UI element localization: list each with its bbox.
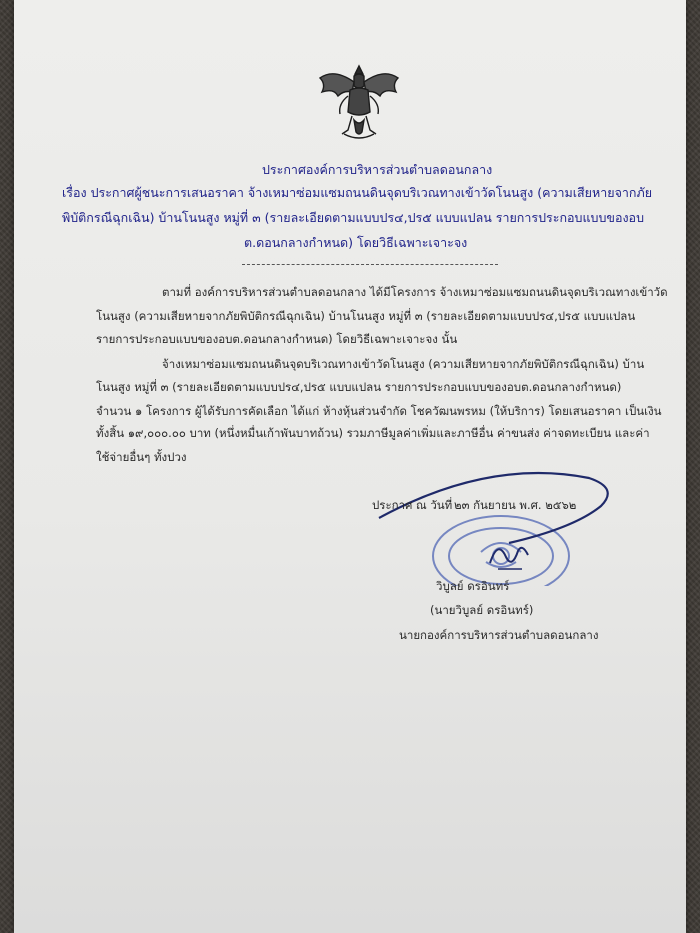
announcement-title: ประกาศองค์การบริหารส่วนตำบลดอนกลาง: [262, 162, 493, 177]
body-paragraph-2-line-1: จ้างเหมาซ่อมแซมถนนดินจุดบริเวณทางเข้าวัดโนนสูง (ความเสียหายจากภัยพิบัติกรณีฉุกเฉิน) บ้าน: [162, 357, 645, 371]
body-paragraph-2-line-5: ใช้จ่ายอื่นๆ ทั้งปวง: [96, 450, 187, 464]
body-paragraph-2-line-4: ทั้งสิ้น ๑๙,๐๐๐.๐๐ บาท (หนึ่งหมื่นเก้าพันบาทถ้วน) รวมภาษีมูลค่าเพิ่มและภาษีอื่น ค่าขนส่ง ค่าจดทะเบียน และค่า: [96, 426, 650, 440]
subject-line-2: พิบัติกรณีฉุกเฉิน) บ้านโนนสูง หมู่ที่ ๓ (รายละเอียดตามแบบปร๔,ปร๕ แบบแปลน รายการประกอบแบบของอบ: [62, 210, 645, 225]
body-paragraph-1-line-1: ตามที่ องค์การบริหารส่วนตำบลดอนกลาง ได้มีโครงการ จ้างเหมาซ่อมแซมถนนดินจุดบริเวณทางเข้าวัด: [162, 285, 668, 299]
document-page: [14, 0, 686, 933]
divider-line: [242, 264, 498, 265]
signer-name: วิบูลย์ ดรอินทร์: [436, 579, 510, 593]
signer-position: นายกองค์การบริหารส่วนตำบลดอนกลาง: [399, 628, 599, 642]
body-paragraph-2-line-3: จำนวน ๑ โครงการ ผู้ได้รับการคัดเลือก ได้แก่ ห้างหุ้นส่วนจำกัด โชควัฒนพรหม (ให้บริการ) โดยเสนอราคา เป็นเงิน: [96, 404, 662, 418]
announcement-date-value: ๒๓ กันยายน พ.ศ. ๒๕๖๒: [454, 498, 577, 512]
body-paragraph-1-line-2: โนนสูง (ความเสียหายจากภัยพิบัติกรณีฉุกเฉิน) บ้านโนนสูง หมู่ที่ ๓ (รายละเอียดตามแบบปร๔,ปร๕ แบบแปลน: [96, 309, 636, 323]
garuda-emblem-icon: [314, 60, 404, 148]
body-paragraph-1-line-3: รายการประกอบแบบของอบต.ดอนกลางกำหนด) โดยวิธีเฉพาะเจาะจง นั้น: [96, 332, 458, 346]
announcement-date-label: ประกาศ ณ วันที่: [372, 498, 453, 512]
subject-line-1: เรื่อง ประกาศผู้ชนะการเสนอราคา จ้างเหมาซ่อมแซมถนนดินจุดบริเวณทางเข้าวัดโนนสูง (ความเสียหายจากภัย: [62, 185, 653, 200]
signer-full-name: (นายวิบูลย์ ดรอินทร์): [430, 603, 534, 617]
body-paragraph-2-line-2: โนนสูง หมู่ที่ ๓ (รายละเอียดตามแบบปร๔,ปร๕ แบบแปลน รายการประกอบแบบของอบต.ดอนกลางกำหนด): [96, 380, 622, 394]
subject-line-3: ต.ดอนกลางกำหนด) โดยวิธีเฉพาะเจาะจง: [244, 235, 468, 250]
handwritten-signature: [484, 533, 534, 575]
